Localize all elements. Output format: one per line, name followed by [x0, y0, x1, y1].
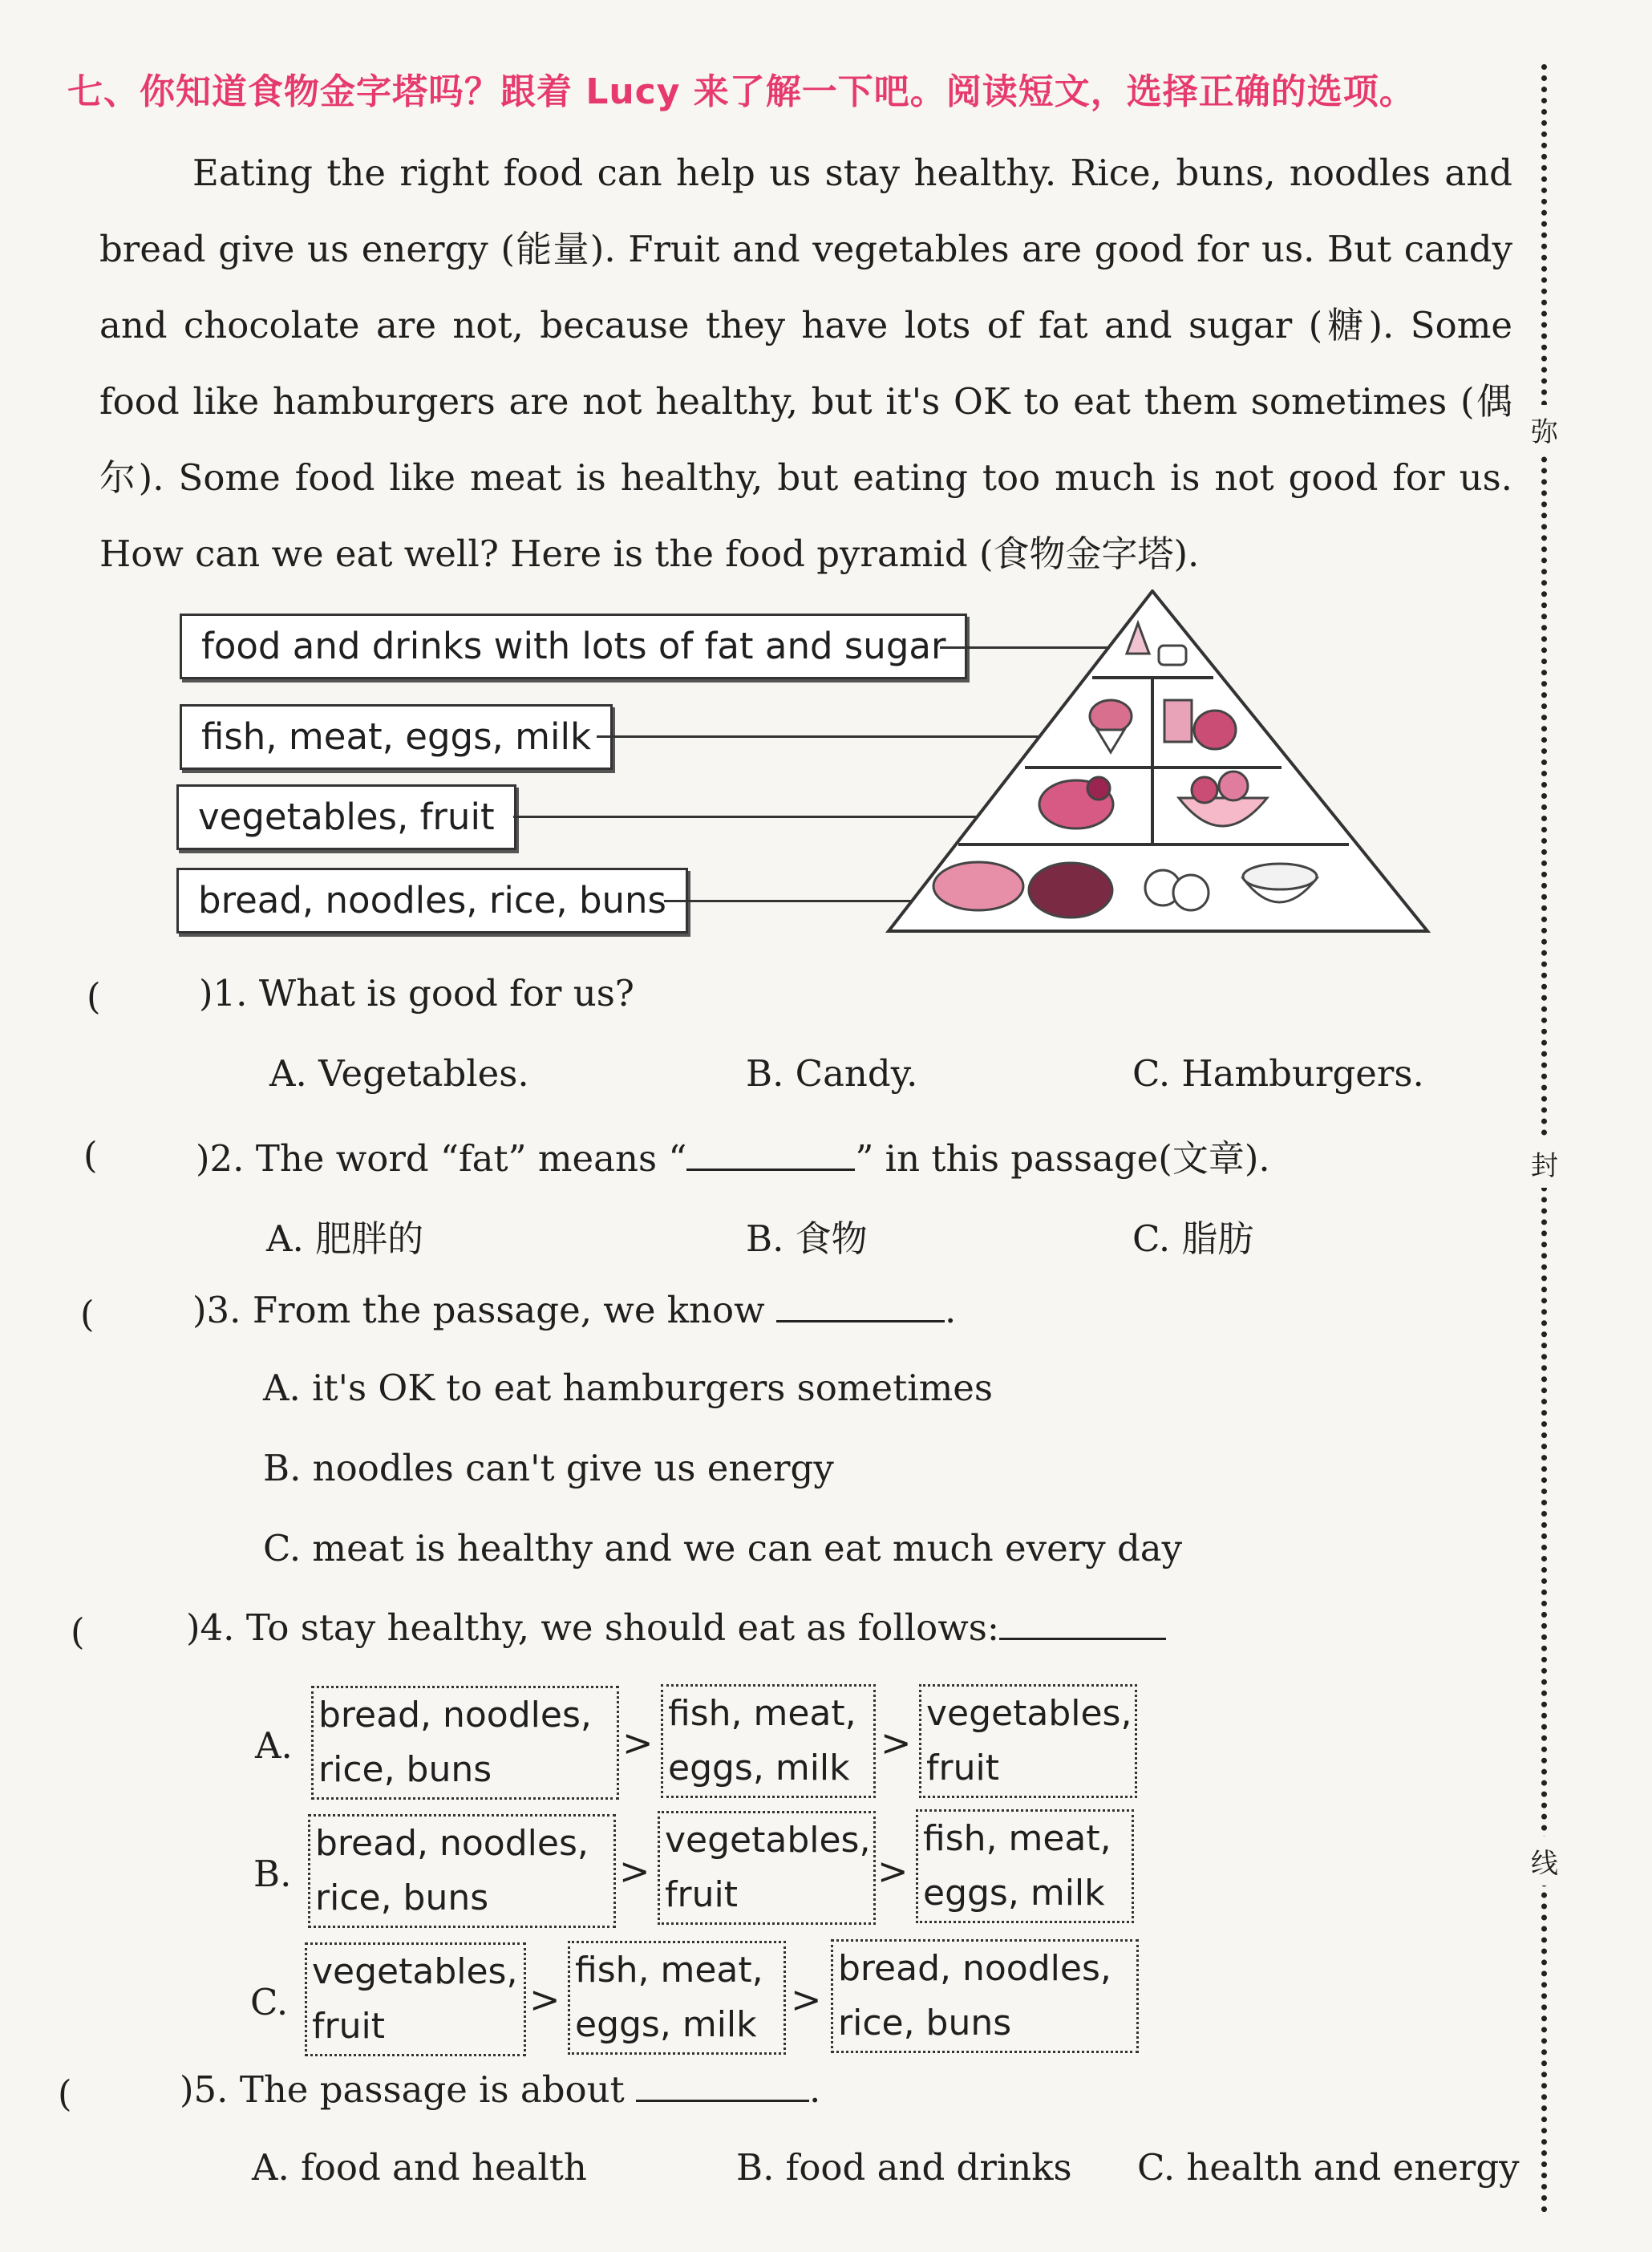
question-end: .: [944, 1289, 957, 1331]
passage-text: Eating the right food can help us stay healthy. Rice, buns, noodles and bread give us energy (能量). Fruit and vegetables are good for us. But candy and chocolate are not, because they have lots of fat and sugar (糖). Some food like hamburgers are not healthy, but it's OK to eat them sometimes (偶尔). Some food like meat is healthy, but eating too much is not good for us. How can we eat well? Here is the food pyramid (食物金字塔).: [99, 152, 1512, 575]
q1-option-a[interactable]: A. Vegetables.: [269, 1052, 529, 1095]
q2-option-c[interactable]: C. 脂肪: [1132, 1217, 1254, 1260]
box-line: bread, noodles,: [838, 1948, 1111, 1989]
q4-option-b-letter[interactable]: B.: [253, 1853, 292, 1895]
box-line: eggs, milk: [923, 1873, 1105, 1914]
bread-icon: [933, 862, 1023, 910]
box-line: fish, meat,: [668, 1693, 856, 1734]
pyramid-label-top: food and drinks with lots of fat and sugar: [180, 614, 967, 679]
pyramid-label-second: fish, meat, eggs, milk: [180, 704, 613, 770]
box-line: vegetables,: [665, 1820, 871, 1861]
answer-paren: (: [87, 975, 101, 1018]
buns-icon: [1145, 870, 1209, 910]
q3-option-c[interactable]: C. meat is healthy and we can eat much every day: [263, 1527, 1183, 1570]
q1-option-b[interactable]: B. Candy.: [746, 1052, 918, 1095]
box-line: vegetables,: [312, 1951, 518, 1992]
question-number: )1.: [199, 972, 248, 1015]
q4-b-box-3: [916, 1809, 1134, 1923]
greater-than-sign: >: [881, 1721, 912, 1764]
box-line: fruit: [312, 2006, 385, 2047]
q5-option-a[interactable]: A. food and health: [252, 2146, 587, 2189]
box-line: rice, buns: [315, 1877, 489, 1918]
answer-blank[interactable]: [776, 1288, 945, 1322]
question-2: [196, 1129, 1270, 1181]
question-text: What is good for us?: [258, 972, 634, 1015]
q4-a-box-2: [661, 1684, 876, 1798]
box-line: fish, meat,: [575, 1950, 763, 1991]
q2-option-a[interactable]: A. 肥胖的: [266, 1217, 424, 1260]
reading-passage: [99, 135, 1512, 592]
noodles-bowl-icon: [1029, 863, 1112, 917]
box-line: bread, noodles,: [315, 1823, 589, 1864]
question-number: )4.: [186, 1606, 235, 1649]
side-mark-1: 弥: [1529, 405, 1561, 454]
q1-option-c[interactable]: C. Hamburgers.: [1132, 1052, 1424, 1095]
pyramid-label-base: bread, noodles, rice, buns: [176, 868, 688, 934]
q3-option-b[interactable]: B. noodles can't give us energy: [263, 1447, 834, 1489]
answer-blank[interactable]: [999, 1606, 1166, 1640]
question-text: To stay healthy, we should eat as follows:: [245, 1606, 999, 1649]
q2-option-b[interactable]: B. 食物: [746, 1217, 868, 1260]
q4-c-box-2: [568, 1941, 786, 2055]
answer-paren: (: [83, 1134, 98, 1177]
q4-c-box-3: [831, 1939, 1139, 2053]
box-line: vegetables,: [926, 1693, 1132, 1734]
question-text: From the passage, we know: [252, 1289, 765, 1331]
question-3: [192, 1288, 956, 1331]
question-end: .: [809, 2068, 821, 2111]
section-heading: 七、你知道食物金字塔吗？跟着 Lucy 来了解一下吧。阅读短文，选择正确的选项。: [67, 71, 1415, 112]
box-line: eggs, milk: [668, 1748, 850, 1788]
q4-option-a-letter[interactable]: A.: [255, 1724, 293, 1767]
answer-paren: (: [80, 1293, 95, 1335]
side-mark-3: 线: [1529, 1837, 1561, 1885]
question-number: )3.: [192, 1289, 241, 1331]
question-text: The passage is about: [239, 2068, 625, 2111]
q4-a-box-1: [311, 1686, 619, 1800]
box-line: fruit: [665, 1874, 738, 1915]
greater-than-sign: >: [619, 1849, 650, 1893]
question-number: )5.: [180, 2068, 229, 2111]
q4-option-c-letter[interactable]: C.: [250, 1981, 289, 2023]
q4-a-box-3: [919, 1684, 1137, 1798]
question-1: [199, 972, 634, 1015]
q4-c-box-1: [305, 1942, 526, 2056]
q5-option-b[interactable]: B. food and drinks: [736, 2146, 1072, 2189]
question-number: )2.: [196, 1137, 245, 1180]
box-line: bread, noodles,: [318, 1695, 592, 1736]
greater-than-sign: >: [791, 1978, 822, 2021]
greater-than-sign: >: [622, 1721, 654, 1764]
answer-blank[interactable]: [686, 1136, 855, 1171]
greater-than-sign: >: [877, 1849, 909, 1893]
q5-option-c[interactable]: C. health and energy: [1137, 2146, 1520, 2189]
box-line: rice, buns: [318, 1749, 492, 1790]
box-line: eggs, milk: [575, 2004, 757, 2045]
pyramid-label-third: vegetables, fruit: [176, 784, 516, 850]
answer-paren: (: [71, 1610, 85, 1653]
side-mark-2: 封: [1529, 1139, 1561, 1188]
greater-than-sign: >: [529, 1978, 561, 2021]
q4-b-box-2: [658, 1811, 876, 1925]
q3-option-a[interactable]: A. it's OK to eat hamburgers sometimes: [263, 1367, 993, 1409]
box-line: fruit: [926, 1748, 999, 1788]
q4-b-box-1: [308, 1814, 616, 1928]
question-text-after: ” in this passage(文章).: [855, 1137, 1270, 1180]
box-line: fish, meat,: [923, 1818, 1111, 1859]
question-5: [180, 2068, 820, 2111]
question-text-before: The word “fat” means “: [255, 1137, 687, 1180]
box-line: rice, buns: [838, 2003, 1012, 2043]
food-pyramid-illustration: [882, 589, 1443, 934]
answer-blank[interactable]: [636, 2068, 809, 2102]
answer-paren: (: [58, 2072, 72, 2115]
question-4: [186, 1606, 1166, 1649]
